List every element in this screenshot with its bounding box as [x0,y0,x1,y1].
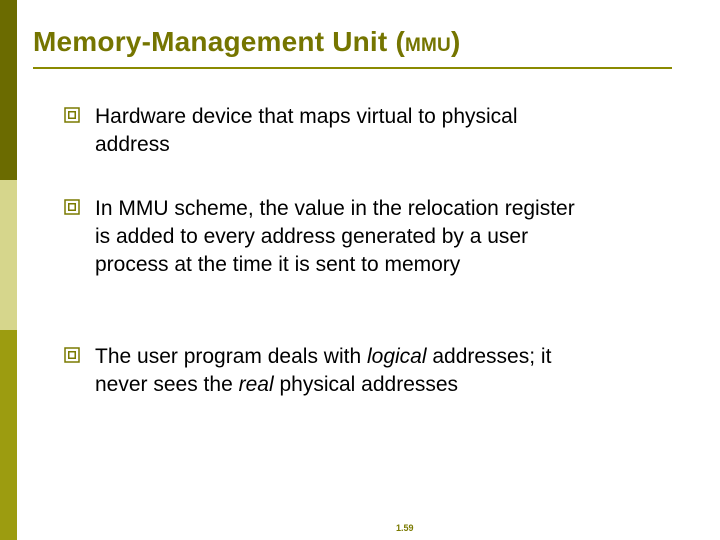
sidebar-segment-top [0,0,17,180]
square-bullet-icon [64,347,80,363]
sidebar-stripe [0,0,17,540]
title-underline [33,67,672,69]
slide-title-open-paren: ( [395,26,405,57]
page-number: 1.59 [396,523,414,533]
slide-title-close-paren: ) [450,26,461,57]
square-bullet-icon [64,199,80,215]
bullet-text-emphasis: real [238,373,274,396]
bullet-text-emphasis: logical [366,345,427,368]
bullet-text [95,343,595,399]
bullet-text: Hardware device that maps virtual to physical address [95,105,518,156]
bullet-text-part: addresses; it never sees the [95,345,552,396]
bullet-text-part: The user program deals with [95,345,367,368]
sidebar-segment-middle [0,180,17,330]
square-bullet-icon [64,107,80,123]
bullet-text: In MMU scheme, the value in the relocation register is added to every address generated by a user process at the time it is sent to memory [95,197,575,276]
slide-title [33,26,460,58]
slide-title-main: Memory-Management Unit [33,26,388,57]
sidebar-segment-bottom [0,330,17,540]
slide-title-abbr: MMU [404,35,451,56]
bullet-text-part: physical addresses [273,373,459,396]
